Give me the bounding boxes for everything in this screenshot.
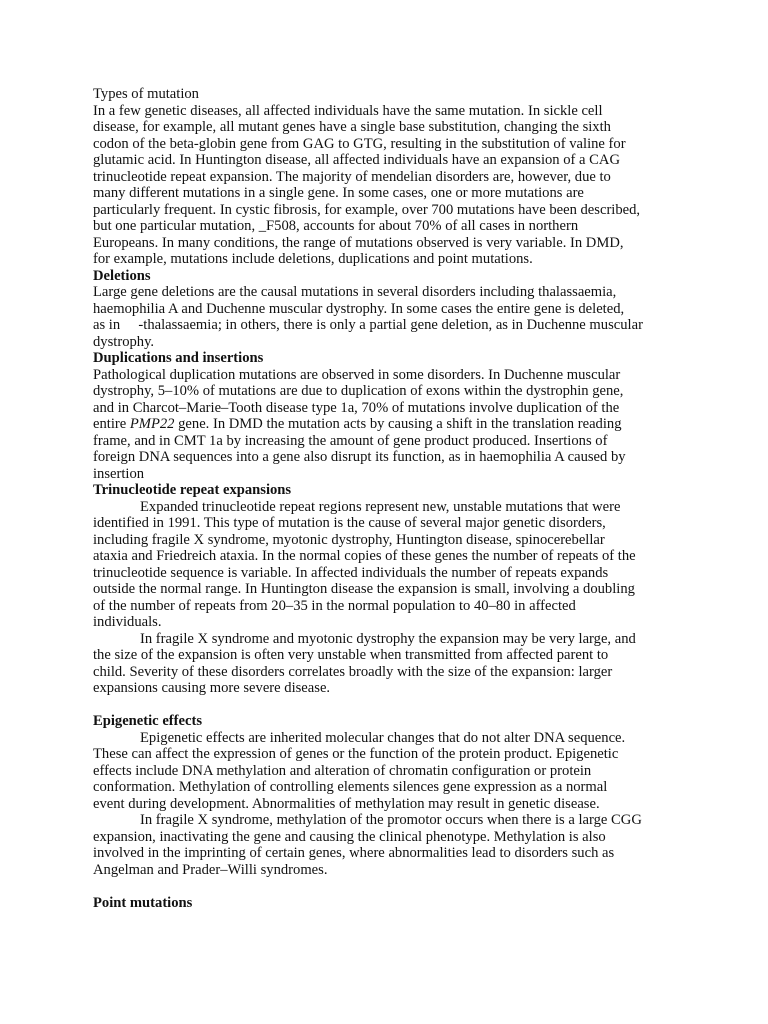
document-title: Types of mutation (93, 86, 199, 102)
text-line: event during development. Abnormalities of methylation may result in genetic disease. (93, 795, 600, 812)
trinucleotide-paragraph-1 (93, 499, 682, 631)
text-line: expansion, inactivating the gene and causing the clinical phenotype. Methylation is also (93, 828, 606, 845)
text-line: Expanded trinucleotide repeat regions represent new, unstable mutations that were (140, 498, 621, 515)
text-line: the size of the expansion is often very unstable when transmitted from affected parent to (93, 647, 609, 663)
section-heading-point-mutations: Point mutations (93, 894, 193, 911)
text-line: as in -thalassaemia; in others, there is only a partial gene deletion, as in Duchenne muscular (93, 317, 643, 333)
deletions-paragraph (93, 284, 682, 350)
text-line: and in Charcot–Marie–Tooth disease type 1a, 70% of mutations involve duplication of the (93, 399, 620, 416)
text-line: insertion (93, 465, 145, 482)
text-line: child. Severity of these disorders correlates broadly with the size of the expansion: larger (93, 663, 613, 680)
text-line: These can affect the expression of genes or the function of the protein product. Epigenetic (93, 746, 619, 762)
text-fragment: gene. In DMD the mutation acts by causing a shift in the translation reading (174, 416, 622, 432)
text-line (93, 416, 682, 433)
text-line: Europeans. In many conditions, the range of mutations observed is very variable. In DMD, (93, 234, 624, 251)
text-line: Angelman and Prader–Willi syndromes. (93, 861, 328, 878)
text-line: trinucleotide sequence is variable. In affected individuals the number of repeats expands (93, 564, 609, 581)
text-line: ataxia and Friedreich ataxia. In the normal copies of these genes the number of repeats of the (93, 548, 636, 564)
duplications-paragraph (93, 367, 682, 483)
text-fragment: entire (93, 416, 130, 432)
text-line: glutamic acid. In Huntington disease, all affected individuals have an expansion of a CAG (93, 152, 620, 168)
section-heading-epigenetic: Epigenetic effects (93, 713, 203, 729)
text-line: conformation. Methylation of controlling elements silences gene expression as a normal (93, 779, 608, 795)
text-line: for example, mutations include deletions, duplications and point mutations. (93, 251, 533, 267)
section-heading-duplications: Duplications and insertions (93, 350, 264, 366)
text-line: involved in the imprinting of certain genes, where abnormalities lead to disorders such as (93, 845, 615, 861)
text-line: outside the normal range. In Huntington disease the expansion is small, involving a doubling (93, 581, 635, 597)
text-line: trinucleotide repeat expansion. The majority of mendelian disorders are, however, due to (93, 168, 611, 185)
text-line: In fragile X syndrome, methylation of the promotor occurs when there is a large CGG (140, 812, 642, 828)
epigenetic-paragraph-1 (93, 730, 682, 813)
text-line: effects include DNA methylation and alteration of chromatin configuration or protein (93, 762, 592, 779)
section-heading-deletions: Deletions (93, 267, 151, 284)
text-line: identified in 1991. This type of mutation is the cause of several major genetic disorders, (93, 515, 606, 531)
blank-line (93, 697, 682, 714)
intro-paragraph (93, 103, 682, 268)
gene-name-italic: PMP22 (129, 416, 175, 432)
text-line: but one particular mutation, _F508, accounts for about 70% of all cases in northern (93, 218, 579, 234)
text-line: expansions causing more severe disease. (93, 680, 331, 696)
text-line: In fragile X syndrome and myotonic dystrophy the expansion may be very large, and (140, 630, 636, 647)
text-line: many different mutations in a single gene. In some cases, one or more mutations are (93, 185, 584, 201)
text-line: disease, for example, all mutant genes have a single base substitution, changing the sixth (93, 119, 611, 135)
text-line: haemophilia A and Duchenne muscular dystrophy. In some cases the entire gene is deleted, (93, 300, 625, 317)
text-line: Large gene deletions are the causal mutations in several disorders including thalassaemia, (93, 284, 617, 300)
text-line: dystrophy. (93, 333, 155, 350)
text-line: including fragile X syndrome, myotonic dystrophy, Huntington disease, spinocerebellar (93, 531, 605, 548)
epigenetic-paragraph-2 (93, 812, 682, 878)
section-heading-trinucleotide: Trinucleotide repeat expansions (93, 482, 292, 498)
text-line: particularly frequent. In cystic fibrosis, for example, over 700 mutations have been described, (93, 201, 641, 218)
text-line: Epigenetic effects are inherited molecular changes that do not alter DNA sequence. (140, 729, 626, 746)
text-line: foreign DNA sequences into a gene also disrupt its function, as in haemophilia A caused by (93, 449, 626, 465)
text-line: In a few genetic diseases, all affected individuals have the same mutation. In sickle cell (93, 102, 603, 119)
text-line: individuals. (93, 614, 162, 630)
blank-line (93, 878, 682, 895)
text-line: of the number of repeats from 20–35 in the normal population to 40–80 in affected (93, 597, 576, 614)
trinucleotide-paragraph-2 (93, 631, 682, 697)
text-line: codon of the beta-globin gene from GAG to GTG, resulting in the substitution of valine for (93, 135, 626, 152)
text-line: dystrophy, 5–10% of mutations are due to duplication of exons within the dystrophin gene, (93, 383, 624, 399)
text-line: Pathological duplication mutations are observed in some disorders. In Duchenne muscular (93, 366, 621, 383)
text-line: frame, and in CMT 1a by increasing the amount of gene product produced. Insertions of (93, 432, 608, 449)
